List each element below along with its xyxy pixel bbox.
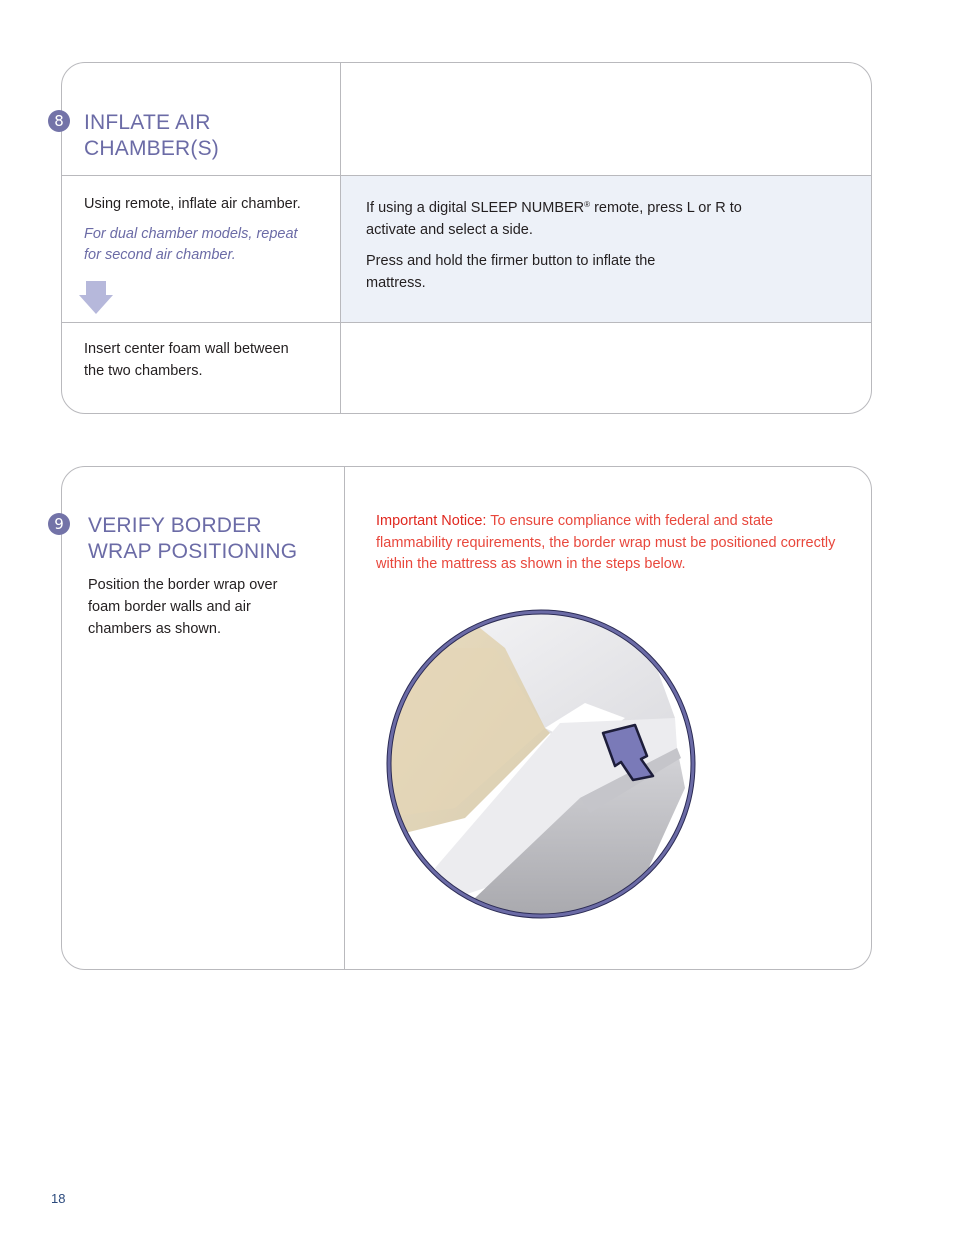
important-notice — [376, 511, 836, 576]
notice-text: To ensure compliance with federal and state flammability requirements, the border wrap must be positioned correctly within the mattress as shown in the steps below. — [376, 513, 836, 572]
step-8-row1-text: Using remote, inflate air chamber. — [84, 196, 301, 212]
step-9-title: VERIFY BORDER WRAP POSITIONING — [88, 514, 298, 563]
remote-instruction-a: If using a digital SLEEP NUMBER — [366, 200, 585, 216]
firmer-instruction: Press and hold the firmer button to inflate the mattress. — [366, 253, 656, 291]
column-divider — [340, 63, 341, 413]
step-8-instructions — [366, 194, 766, 294]
border-wrap-illustration — [385, 608, 697, 920]
step-9-badge: 9 — [48, 513, 70, 535]
step-8-badge: 8 — [48, 110, 70, 132]
step-9-body: Position the border wrap over foam border walls and air chambers as shown. — [88, 577, 278, 637]
remote-instruction — [366, 194, 766, 241]
column-divider — [344, 467, 345, 969]
registered-mark: ® — [584, 200, 591, 209]
down-arrow-icon — [78, 281, 114, 315]
step-8-row2-text: Insert center foam wall between the two chambers. — [84, 341, 289, 379]
step-8-title: INFLATE AIR CHAMBER(S) — [84, 111, 220, 160]
step-8-row1-note: For dual chamber models, repeat for second air chamber. — [84, 226, 298, 263]
row-divider — [62, 322, 871, 323]
page-number: 18 — [51, 1191, 66, 1206]
row-divider — [62, 175, 871, 176]
remote-instruction-b: remote, press L or R to activate and select a side. — [366, 200, 742, 238]
notice-label: Important Notice: — [376, 513, 487, 529]
